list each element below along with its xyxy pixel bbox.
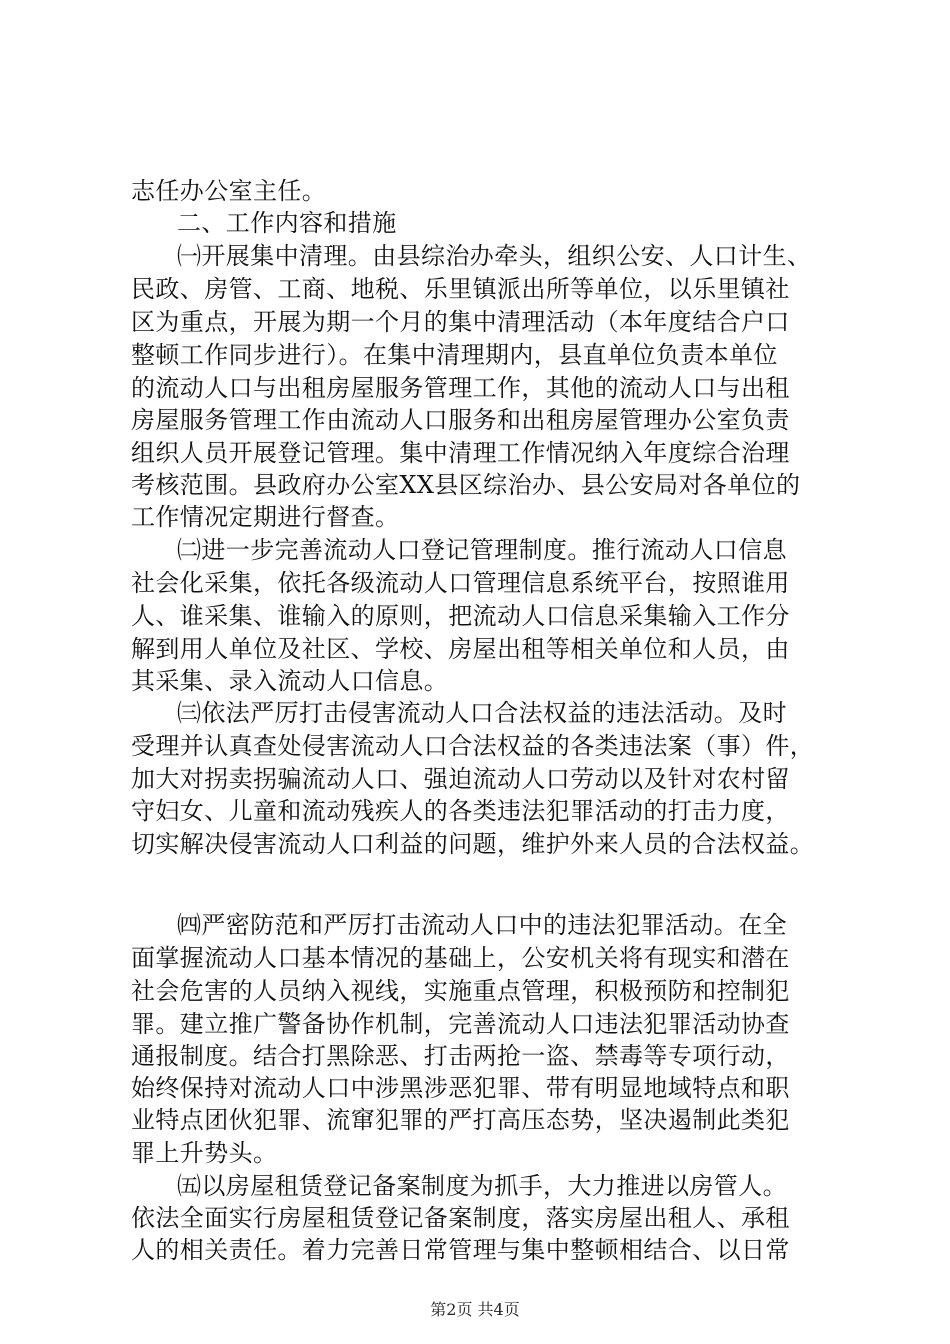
text-line: 人、谁采集、谁输入的原则，把流动人口信息采集输入工作分 bbox=[131, 602, 790, 630]
text-line: 加大对拐卖拐骗流动人口、强迫流动人口劳动以及针对农村留 bbox=[131, 765, 790, 793]
text-line: ㈠开展集中清理。由县综治办牵头，组织公安、人口计生、 bbox=[177, 242, 812, 270]
page-number: 第2页 共4页 bbox=[430, 1300, 520, 1319]
text-line: 其采集、录入流动人口信息。 bbox=[131, 667, 449, 695]
text-line: 解到用人单位及社区、学校、房屋出租等相关单位和人员，由 bbox=[131, 635, 790, 663]
page-footer bbox=[0, 1300, 950, 1320]
text-line: 考核范围。县政府办公室XX县区综治办、县公安局对各单位的 bbox=[131, 471, 801, 499]
text-line: ㈡进一步完善流动人口登记管理制度。推行流动人口信息 bbox=[177, 536, 787, 564]
text-line: 房屋服务管理工作由流动人口服务和出租房屋管理办公室负责 bbox=[131, 406, 790, 434]
text-line: 依法全面实行房屋租赁登记备案制度，落实房屋出租人、承租 bbox=[131, 1204, 790, 1232]
text-line: 始终保持对流动人口中涉黑涉恶犯罪、带有明显地域特点和职 bbox=[131, 1074, 790, 1102]
text-line: 的流动人口与出租房屋服务管理工作，其他的流动人口与出租 bbox=[131, 374, 790, 402]
text-line: 守妇女、儿童和流动残疾人的各类违法犯罪活动的打击力度， bbox=[131, 797, 790, 825]
text-line: ㈣严密防范和严厉打击流动人口中的违法犯罪活动。在全 bbox=[177, 911, 787, 939]
text-line: 整顿工作同步进行）。在集中清理期内，县直单位负责本单位 bbox=[131, 341, 778, 369]
text-line: 区为重点，开展为期一个月的集中清理活动（本年度结合户口 bbox=[131, 308, 790, 336]
text-line: 面掌握流动人口基本情况的基础上，公安机关将有现实和潜在 bbox=[131, 944, 790, 972]
text-line: 民政、房管、工商、地税、乐里镇派出所等单位，以乐里镇社 bbox=[131, 275, 790, 303]
text-line: 受理并认真查处侵害流动人口合法权益的各类违法案（事）件， bbox=[131, 732, 815, 760]
text-line: ㈤以房屋租赁登记备案制度为抓手，大力推进以房管人。 bbox=[177, 1172, 787, 1200]
text-line: 通报制度。结合打黑除恶、打击两抢一盗、禁毒等专项行动， bbox=[131, 1042, 790, 1070]
text-line: 业特点团伙犯罪、流窜犯罪的严打高压态势，坚决遏制此类犯 bbox=[131, 1106, 790, 1134]
text-line: 社会危害的人员纳入视线，实施重点管理，积极预防和控制犯 bbox=[131, 977, 790, 1005]
text-line: 社会化采集，依托各级流动人口管理信息系统平台，按照谁用 bbox=[131, 569, 790, 597]
text-line: 工作情况定期进行督查。 bbox=[131, 503, 400, 531]
text-line: ㈢依法严厉打击侵害流动人口合法权益的违法活动。及时 bbox=[177, 699, 787, 727]
section-heading: 二、工作内容和措施 bbox=[177, 209, 397, 237]
text-line: 志任办公室主任。 bbox=[131, 177, 327, 205]
text-line: 人的相关责任。着力完善日常管理与集中整顿相结合、以日常 bbox=[131, 1236, 790, 1264]
text-line: 罪。建立推广警备协作机制，完善流动人口违法犯罪活动协查 bbox=[131, 1010, 790, 1038]
text-line: 罪上升势头。 bbox=[131, 1139, 278, 1167]
text-line: 组织人员开展登记管理。集中清理工作情况纳入年度综合治理 bbox=[131, 439, 790, 467]
text-line: 切实解决侵害流动人口利益的问题，维护外来人员的合法权益。 bbox=[131, 830, 815, 858]
